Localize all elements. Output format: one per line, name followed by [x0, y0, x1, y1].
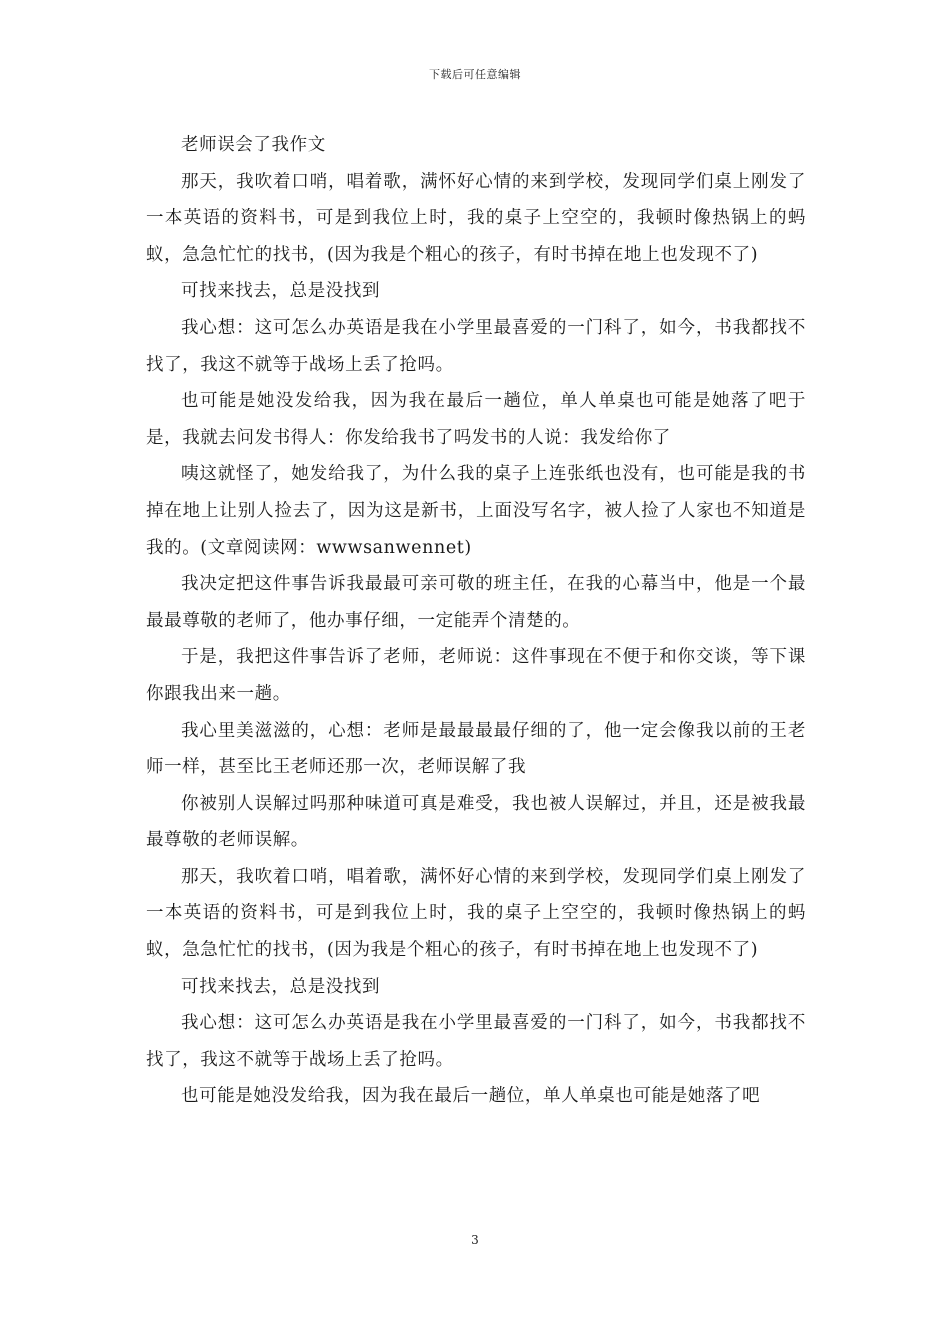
page-header: 下载后可任意编辑 — [429, 68, 521, 81]
document-title: 老师误会了我作文 — [181, 135, 326, 155]
paragraph: 那天，我吹着口哨，唱着歌，满怀好心情的来到学校，发现同学们桌上刚发了一本英语的资料书，可是到我位上时，我的桌子上空空的，我顿时像热锅上的蚂蚁，急急忙忙的找书，(因为我是个粗心的孩子，有时书掉在地上也发现不了) — [146, 866, 806, 961]
paragraph: 我心想：这可怎么办英语是我在小学里最喜爱的一门科了，如今，书我都找不找了，我这不就等于战场上丢了抢吗。 — [146, 317, 806, 375]
paragraph: 我决定把这件事告诉我最最可亲可敬的班主任，在我的心幕当中，他是一个最最最尊敬的老师了，他办事仔细，一定能弄个清楚的。 — [146, 574, 806, 631]
document-body — [146, 127, 806, 1115]
paragraph: 可找来找去，总是没找到 — [181, 976, 381, 997]
paragraph: 咦这就怪了，她发给我了，为什么我的桌子上连张纸也没有，也可能是我的书掉在地上让别人捡去了，因为这是新书，上面没写名字，被人捡了人家也不知道是我的。(文章阅读网：wwwsanwennet) — [146, 464, 806, 558]
page-number: 3 — [471, 1233, 479, 1247]
paragraph: 那天，我吹着口哨，唱着歌，满怀好心情的来到学校，发现同学们桌上刚发了一本英语的资料书，可是到我位上时，我的桌子上空空的，我顿时像热锅上的蚂蚁，急急忙忙的找书，(因为我是个粗心的孩子，有时书掉在地上也发现不了) — [146, 171, 806, 265]
paragraph: 你被别人误解过吗那种味道可真是难受，我也被人误解过，并且，还是被我最最尊敬的老师误解。 — [146, 793, 806, 851]
paragraph: 可找来找去，总是没找到 — [181, 281, 381, 302]
paragraph: 也可能是她没发给我，因为我在最后一趟位，单人单桌也可能是她落了吧于是，我就去问发书得人：你发给我书了吗发书的人说：我发给你了 — [146, 391, 806, 448]
paragraph: 我心想：这可怎么办英语是我在小学里最喜爱的一门科了，如今，书我都找不找了，我这不就等于战场上丢了抢吗。 — [146, 1013, 806, 1070]
paragraph: 也可能是她没发给我，因为我在最后一趟位，单人单桌也可能是她落了吧 — [181, 1086, 761, 1107]
paragraph: 我心里美滋滋的，心想：老师是最最最最仔细的了，他一定会像我以前的王老师一样，甚至比王老师还那一次，老师误解了我 — [146, 720, 806, 778]
paragraph: 于是，我把这件事告诉了老师，老师说：这件事现在不便于和你交谈，等下课你跟我出来一趟。 — [146, 647, 806, 704]
